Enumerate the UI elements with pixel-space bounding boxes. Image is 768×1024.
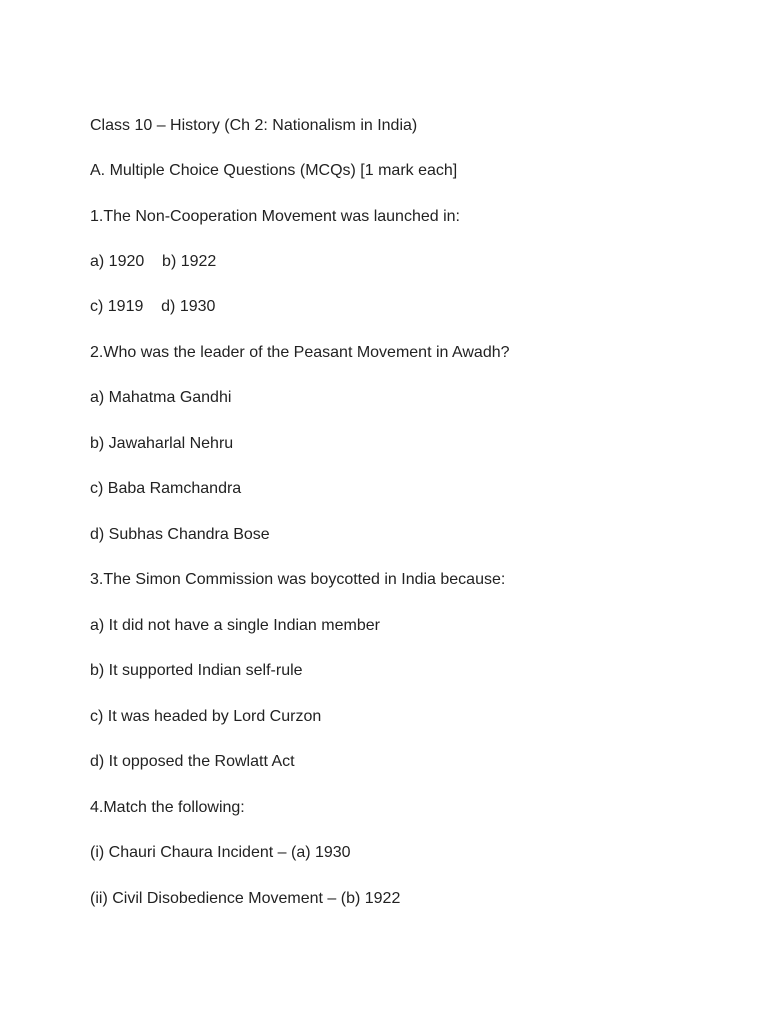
question-2-option-a: a) Mahatma Gandhi	[90, 389, 232, 406]
question-3-option-c: c) It was headed by Lord Curzon	[90, 708, 322, 725]
question-3-option-b: b) It supported Indian self-rule	[90, 662, 303, 679]
question-2-option-d: d) Subhas Chandra Bose	[90, 526, 270, 543]
document-title: Class 10 – History (Ch 2: Nationalism in India)	[90, 117, 418, 134]
question-1-option-row-1: a) 1920 b) 1922	[90, 253, 217, 270]
question-2-option-c: c) Baba Ramchandra	[90, 480, 242, 497]
question-2-prompt: 2.Who was the leader of the Peasant Movement in Awadh?	[90, 344, 510, 361]
question-1-prompt: 1.The Non-Cooperation Movement was launched in:	[90, 208, 460, 225]
section-heading: A. Multiple Choice Questions (MCQs) [1 mark each]	[90, 162, 458, 179]
question-3-prompt: 3.The Simon Commission was boycotted in India because:	[90, 571, 506, 588]
question-4-prompt: 4.Match the following:	[90, 799, 245, 816]
question-3-option-d: d) It opposed the Rowlatt Act	[90, 753, 295, 770]
question-1-option-row-2: c) 1919 d) 1930	[90, 298, 216, 315]
question-4-match-item-1: (i) Chauri Chaura Incident – (a) 1930	[90, 844, 351, 861]
question-2-option-b: b) Jawaharlal Nehru	[90, 435, 234, 452]
question-4-match-item-2: (ii) Civil Disobedience Movement – (b) 1922	[90, 890, 401, 907]
question-3-option-a: a) It did not have a single Indian member	[90, 617, 380, 634]
